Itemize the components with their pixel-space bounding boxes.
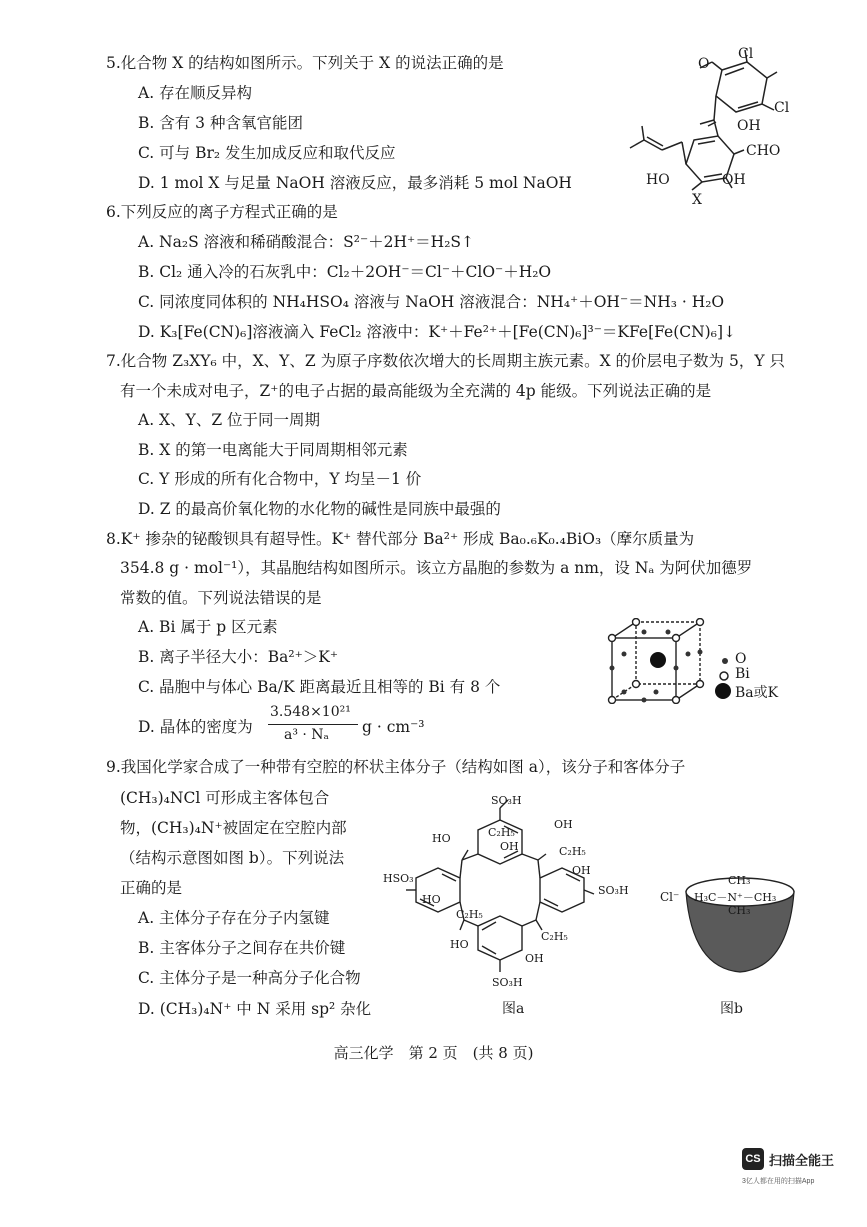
q8-option-b: B. 离子半径大小：Ba²⁺＞K⁺ — [138, 648, 339, 666]
fig-a-c2h5-3: C₂H₅ — [456, 908, 483, 921]
fig-a-label: 图a — [502, 1001, 525, 1017]
x-label-cl-top: Cl — [738, 46, 754, 62]
fig-b-label: 图b — [720, 1001, 743, 1017]
legend-bi-marker — [718, 670, 730, 682]
page-footer: 高三化学 第 2 页 (共 8 页) — [333, 1044, 534, 1062]
crystal-cell-diagram — [606, 618, 716, 704]
fig-a-so3h-right: SO₃H — [598, 884, 629, 897]
q9-stem-3: 物，(CH₃)₄N⁺被固定在空腔内部 — [120, 819, 347, 837]
q7-option-c: C. Y 形成的所有化合物中，Y 均呈－1 价 — [138, 470, 422, 488]
legend-ba-marker — [714, 682, 732, 700]
q6-stem: 6.下列反应的离子方程式正确的是 — [106, 203, 338, 221]
q8-density-unit: g · cm⁻³ — [362, 718, 425, 736]
watermark-app-name: 扫描全能王 — [769, 1153, 835, 1168]
fig-a-ho-bottom: HO — [450, 938, 469, 951]
x-label-oh-lower: OH — [722, 172, 746, 188]
q9-option-b: B. 主客体分子之间存在共价键 — [138, 939, 346, 957]
legend-bi-label: Bi — [735, 666, 750, 682]
x-label-o: O — [698, 56, 710, 72]
q6-option-a: A. Na₂S 溶液和稀硝酸混合：S²⁻＋2H⁺＝H₂S↑ — [138, 233, 475, 251]
q5-option-c: C. 可与 Br₂ 发生加成反应和取代反应 — [138, 144, 396, 162]
q6-option-b: B. Cl₂ 通入冷的石灰乳中：Cl₂＋2OH⁻＝Cl⁻＋ClO⁻＋H₂O — [138, 263, 552, 281]
q7-option-a: A. X、Y、Z 位于同一周期 — [138, 411, 321, 429]
q8-option-a: A. Bi 属于 p 区元素 — [138, 618, 278, 636]
q9-option-d: D. (CH₃)₄N⁺ 中 N 采用 sp² 杂化 — [138, 1000, 372, 1018]
q8-option-d-prefix: D. 晶体的密度为 — [138, 718, 253, 736]
fig-a-so3h-top: SO₃H — [491, 794, 522, 807]
q5-option-b: B. 含有 3 种含氧官能团 — [138, 114, 303, 132]
q6-option-c: C. 同浓度同体积的 NH₄HSO₄ 溶液与 NaOH 溶液混合：NH₄⁺＋OH⁻＝NH₃ · H₂O — [138, 293, 725, 311]
fig-b-ch3-bottom: CH₃ — [728, 904, 751, 917]
fig-a-c2h5-4: C₂H₅ — [541, 930, 568, 943]
watermark-tagline: 3亿人都在用的扫描App — [742, 1178, 815, 1185]
fig-a-so3h-bottom: SO₃H — [492, 976, 523, 989]
q8-density-numerator: 3.548×10²¹ — [270, 704, 351, 720]
q8-stem-3: 常数的值。下列说法错误的是 — [120, 589, 322, 607]
q7-option-d: D. Z 的最高价氧化物的水化物的碱性是同族中最强的 — [138, 500, 501, 518]
q8-stem-1: 8.K⁺ 掺杂的铋酸钡具有超导性。K⁺ 替代部分 Ba²⁺ 形成 Ba₀.₆K₀.₄BiO₃（摩尔质量为 — [106, 530, 695, 548]
cs-logo-icon: CS — [742, 1148, 764, 1170]
x-label-cho: CHO — [746, 143, 781, 159]
q5-stem: 5.化合物 X 的结构如图所示。下列关于 X 的说法正确的是 — [106, 54, 504, 72]
q9-stem-5: 正确的是 — [120, 879, 183, 897]
fig-a-oh-top-2: OH — [554, 818, 573, 831]
fig-a-oh-top-1: OH — [500, 840, 519, 853]
q9-option-c: C. 主体分子是一种高分子化合物 — [138, 969, 361, 987]
fig-a-ho-left-2: HO — [422, 893, 441, 906]
q8-stem-2: 354.8 g · mol⁻¹），其晶胞结构如图所示。该立方晶胞的参数为 a nm，设 Nₐ 为阿伏加德罗 — [120, 559, 753, 577]
q6-option-d: D. K₃[Fe(CN)₆]溶液滴入 FeCl₂ 溶液中：K⁺＋Fe²⁺＋[Fe(CN)₆]³⁻＝KFe[Fe(CN)₆]↓ — [138, 323, 736, 341]
q7-stem-2: 有一个未成对电子，Z⁺的电子占据的最高能级为全充满的 4p 能级。下列说法正确的是 — [120, 382, 712, 400]
x-label-cl-right: Cl — [774, 100, 790, 116]
x-label-oh-upper: OH — [737, 118, 761, 134]
x-figure-label: X — [692, 192, 702, 208]
calixarene-structure — [380, 790, 620, 1000]
fig-b-ch3-top: CH₃ — [728, 874, 751, 887]
x-label-ho: HO — [646, 172, 670, 188]
fig-b-center: H₃C－N⁺－CH₃ — [694, 891, 777, 904]
fig-b-chloride: Cl⁻ — [660, 890, 680, 904]
q9-stem-1: 9.我国化学家合成了一种带有空腔的杯状主体分子（结构如图 a），该分子和客体分子 — [106, 758, 686, 776]
legend-o-label: O — [735, 651, 747, 667]
q9-stem-4: （结构示意图如图 b）。下列说法 — [120, 849, 345, 867]
q7-stem-1: 7.化合物 Z₃XY₆ 中，X、Y、Z 为原子序数依次增大的长周期主族元素。X 的价层电子数为 5，Y 只 — [106, 352, 785, 370]
q8-option-c: C. 晶胞中与体心 Ba/K 距离最近且相等的 Bi 有 8 个 — [138, 678, 501, 696]
legend-o-marker — [720, 656, 730, 666]
legend-ba-label: Ba或K — [735, 685, 779, 701]
q9-stem-2: (CH₃)₄NCl 可形成主客体包合 — [120, 789, 330, 807]
fig-a-oh-right: OH — [572, 864, 591, 877]
q5-option-d: D. 1 mol X 与足量 NaOH 溶液反应，最多消耗 5 mol NaOH — [138, 174, 572, 192]
q8-density-denominator: a³ · Nₐ — [284, 727, 329, 743]
scanner-watermark — [742, 1148, 854, 1198]
q9-option-a: A. 主体分子存在分子内氢键 — [138, 909, 330, 927]
fig-a-ho-left-1: HO — [432, 832, 451, 845]
fig-a-hso3: HSO₃ — [383, 872, 414, 885]
fig-a-oh-bottom: OH — [525, 952, 544, 965]
fig-a-c2h5-1: C₂H₅ — [488, 826, 515, 839]
fig-a-c2h5-2: C₂H₅ — [559, 845, 586, 858]
q5-option-a: A. 存在顺反异构 — [138, 84, 253, 102]
q7-option-b: B. X 的第一电离能大于同周期相邻元素 — [138, 441, 408, 459]
fraction-bar — [268, 724, 358, 725]
